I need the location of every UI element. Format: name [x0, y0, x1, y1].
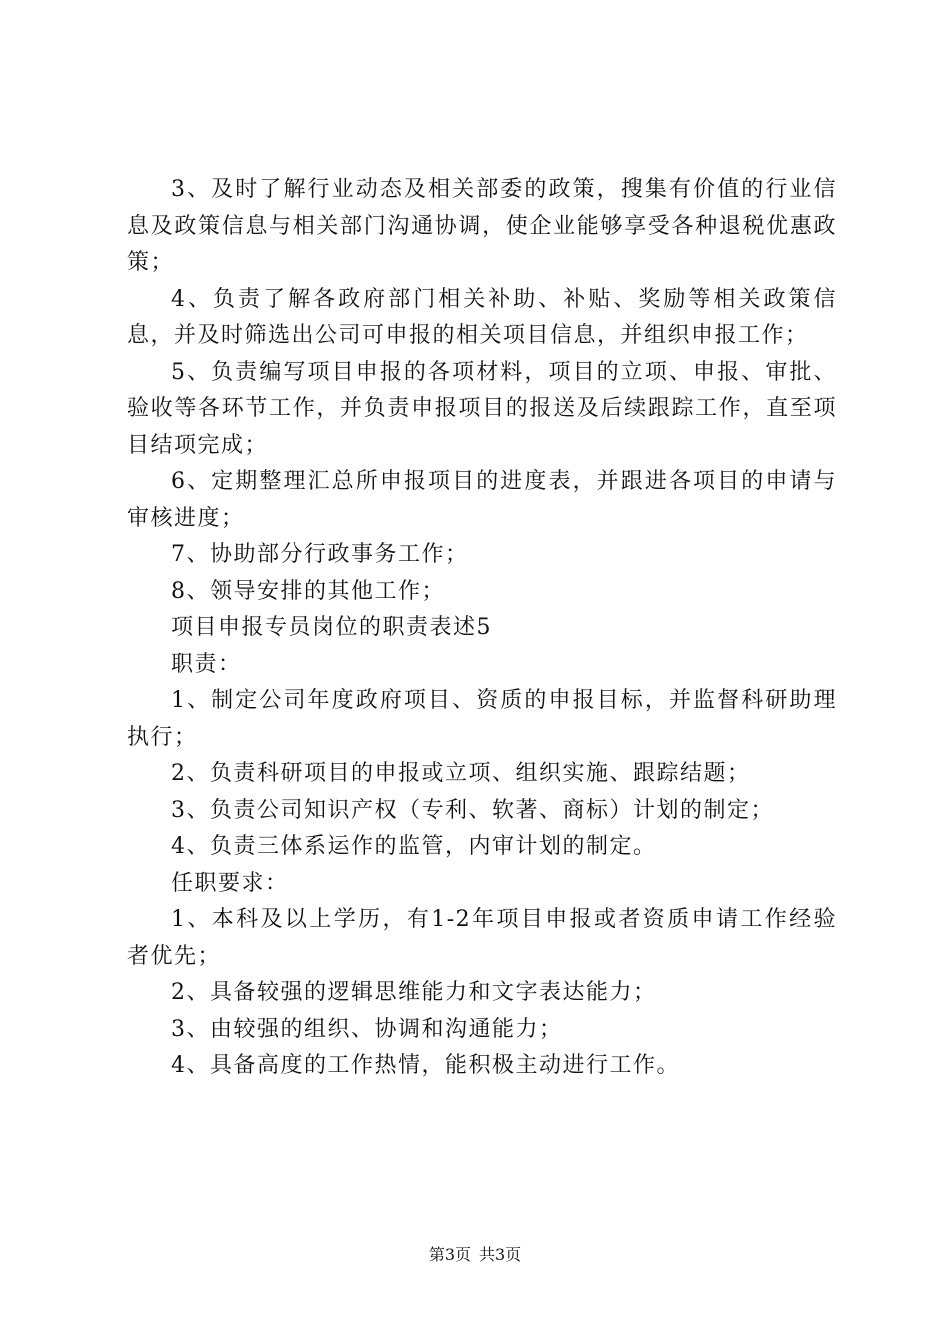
- page-footer: [0, 1245, 950, 1265]
- paragraph-item-6: 6、定期整理汇总所申报项目的进度表，并跟进各项目的申请与审核进度；: [127, 469, 837, 531]
- requirement-item-3: 3、由较强的组织、协调和沟通能力；: [171, 1016, 563, 1042]
- page-total: 共3页: [479, 1245, 522, 1264]
- section-heading: 项目申报专员岗位的职责表述5: [171, 615, 492, 640]
- requirement-item-1: 1、本科及以上学历，有1-2年项目申报或者资质申请工作经验者优先；: [127, 907, 837, 969]
- duty-item-1: 1、制定公司年度政府项目、资质的申报目标，并监督科研助理执行；: [127, 688, 837, 750]
- requirement-item-2: 2、具备较强的逻辑思维能力和文字表达能力；: [171, 980, 657, 1005]
- paragraph-item-7: 7、协助部分行政事务工作；: [171, 542, 469, 567]
- requirement-item-4: 4、具备高度的工作热情，能积极主动进行工作。: [171, 1053, 680, 1078]
- duty-item-2: 2、负责科研项目的申报或立项、组织实施、跟踪结题；: [171, 761, 751, 786]
- paragraph-item-5: 5、负责编写项目申报的各项材料，项目的立项、申报、审批、验收等各环节工作，并负责申报项目的报送及后续跟踪工作，直至项目结项完成；: [127, 359, 837, 458]
- paragraph-item-8: 8、领导安排的其他工作；: [171, 578, 445, 604]
- duties-label: 职责：: [171, 651, 242, 677]
- requirements-label: 任职要求：: [171, 870, 289, 896]
- document-body: [127, 172, 837, 1085]
- duty-item-4: 4、负责三体系运作的监管，内审计划的制定。: [171, 834, 657, 859]
- page-number: 第3页: [428, 1245, 471, 1264]
- paragraph-item-4: 4、负责了解各政府部门相关补助、补贴、奖励等相关政策信息，并及时筛选出公司可申报的相关项目信息，并组织申报工作；: [127, 286, 837, 348]
- duty-item-3: 3、负责公司知识产权（专利、软著、商标）计划的制定；: [171, 797, 774, 823]
- paragraph-item-3: 3、及时了解行业动态及相关部委的政策，搜集有价值的行业信息及政策信息与相关部门沟通协调，使企业能够享受各种退税优惠政策；: [127, 177, 837, 275]
